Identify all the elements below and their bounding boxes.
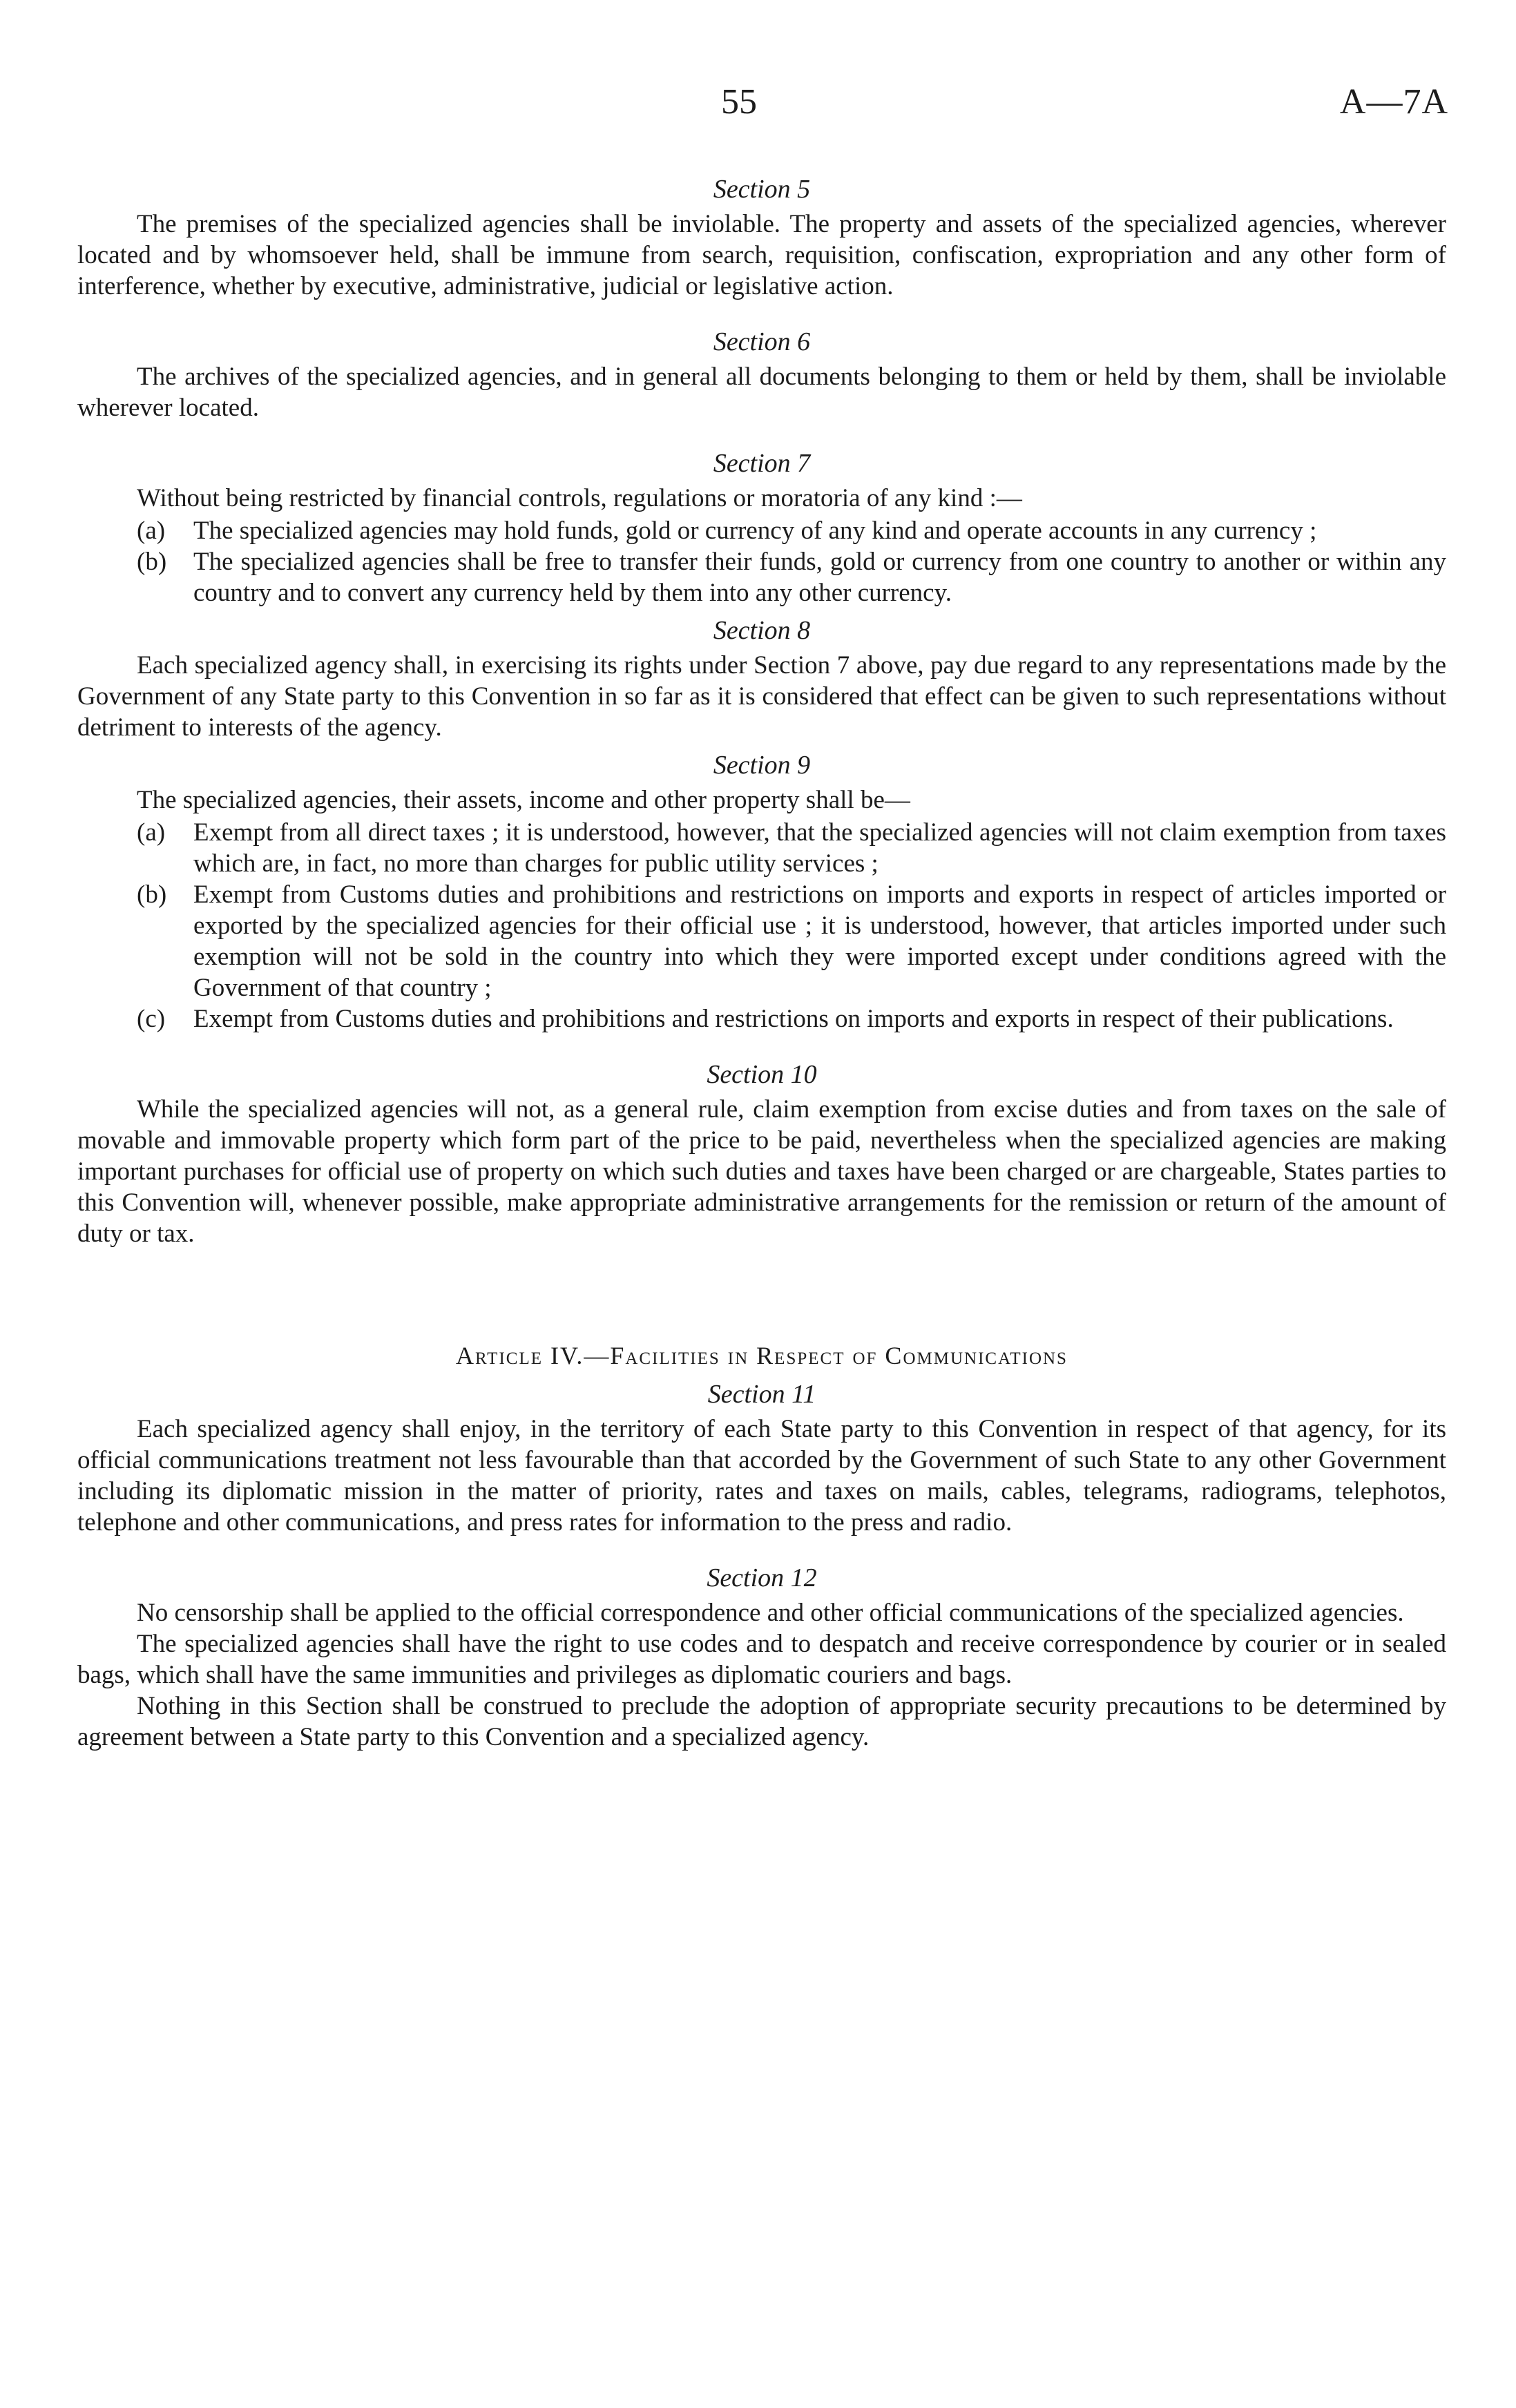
item-text: The specialized agencies shall be free to transfer their funds, gold or currency from one country to another or within any country and to convert any currency held by them into any other currency. (193, 548, 1446, 607)
paragraph: Nothing in this Section shall be construed to preclude the adoption of appropriate security precautions to be determined by agreement between a State party to this Convention and a specialized agency. (77, 1692, 1446, 1751)
page-header (0, 81, 1516, 130)
section-intro: Without being restricted by financial controls, regulations or moratoria of any kind :— (137, 484, 1022, 512)
item-label: (b) (137, 548, 167, 576)
section-heading: Section 9 (713, 751, 811, 780)
item-text: Exempt from all direct taxes ; it is understood, however, that the specialized agencies will not claim exemption from taxes which are, in fact, no more than charges for public utility services ; (193, 818, 1446, 878)
list-item (77, 515, 1446, 546)
paragraph: The specialized agencies shall have the right to use codes and to despatch and receive correspondence by courier or in sealed bags, which shall have the same immunities and privileges as diplomatic couriers and bags. (77, 1630, 1446, 1689)
page-number: 55 (721, 82, 757, 122)
section-heading: Section 10 (707, 1060, 817, 1089)
item-text: Exempt from Customs duties and prohibitions and restrictions on imports and exports in respect of articles imported or exported by the specialized agencies for their official use ; it is understood, however, that articles imported under such exemption will not be sold in the country into which they were imported except under conditions agreed with the Government of that country ; (193, 880, 1446, 1002)
section-12 (77, 1561, 1446, 1753)
section-heading: Section 12 (707, 1563, 817, 1592)
item-text: Exempt from Customs duties and prohibitions and restrictions on imports and exports in respect of their publications. (193, 1005, 1394, 1033)
article-iv (77, 1339, 1446, 1753)
list-item (77, 1003, 1446, 1034)
section-heading: Section 11 (707, 1380, 816, 1409)
section-heading: Section 7 (713, 449, 811, 478)
section-7 (77, 447, 1446, 608)
section-11 (77, 1378, 1446, 1538)
paragraph: Each specialized agency shall, in exercising its rights under Section 7 above, pay due regard to any representations made by the Government of any State party to this Convention in so far as it is considered that effect can be given to such representations without detriment to interests of the agency. (77, 651, 1446, 742)
item-label: (b) (137, 880, 167, 909)
section-9 (77, 749, 1446, 1034)
item-list (77, 817, 1446, 1034)
section-heading: Section 5 (713, 175, 811, 204)
paragraph: No censorship shall be applied to the official correspondence and other official communications of the specialized agencies. (137, 1599, 1404, 1627)
item-list (77, 515, 1446, 608)
paragraph: The archives of the specialized agencies, and in general all documents belonging to them or held by them, shall be inviolable wherever located. (77, 363, 1446, 422)
section-8 (77, 614, 1446, 743)
item-label: (a) (137, 517, 166, 545)
list-item (77, 879, 1446, 1003)
item-label: (c) (137, 1005, 166, 1033)
paragraph: While the specialized agencies will not, as a general rule, claim exemption from excise duties and from taxes on the sale of movable and immovable property which form part of the price to be paid, nevertheless when the specialized agencies are making important purchases for official use of property on which such duties and taxes have been charged or are chargeable, States parties to this Convention will, whenever possible, make appropriate administrative arrangements for the remission or return of the amount of duty or tax. (77, 1095, 1446, 1248)
page-content (77, 173, 1446, 1753)
paragraph: Each specialized agency shall enjoy, in the territory of each State party to this Convention in respect of that agency, for its official communications treatment not less favourable than that accorded by the Government of such State to any other Government including its diplomatic mission in the matter of priority, rates and taxes on mails, cables, telegrams, radiograms, telephotos, telephone and other communications, and press rates for information to the press and radio. (77, 1415, 1446, 1537)
section-intro: The specialized agencies, their assets, income and other property shall be— (137, 786, 910, 814)
list-item (77, 546, 1446, 608)
section-heading: Section 8 (713, 616, 811, 645)
section-heading: Section 6 (713, 327, 811, 356)
section-6 (77, 325, 1446, 423)
item-text: The specialized agencies may hold funds, gold or currency of any kind and operate accounts in any currency ; (193, 517, 1317, 545)
section-10 (77, 1058, 1446, 1249)
list-item (77, 817, 1446, 879)
article-heading: Article IV.—Facilities in Respect of Communications (456, 1342, 1068, 1369)
page-reference: A—7A (1339, 82, 1448, 122)
section-5 (77, 173, 1446, 302)
item-label: (a) (137, 818, 166, 847)
paragraph: The premises of the specialized agencies shall be inviolable. The property and assets of the specialized agencies, wherever located and by whomsoever held, shall be immune from search, requisition, confiscation, expropriation and any other form of interference, whether by executive, administrative, judicial or legislative action. (77, 210, 1446, 300)
